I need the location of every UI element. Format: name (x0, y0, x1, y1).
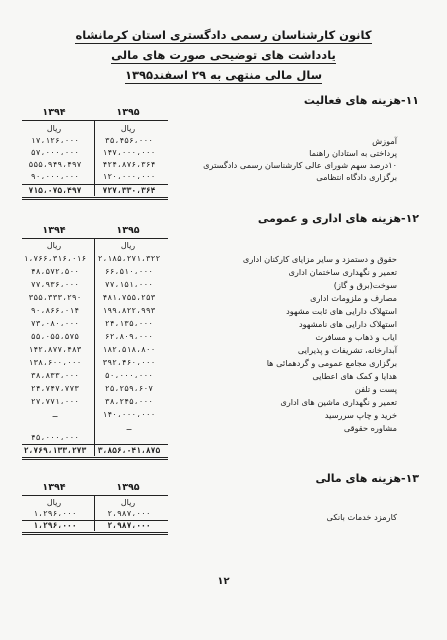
total-rule (22, 184, 168, 185)
total-1395: ۷۲۷،۳۳۰،۳۶۴ (102, 186, 156, 195)
value-1395: ۶۶،۵۱۰،۰۰۰ (104, 267, 154, 276)
value-1394: ۵۵،۰۵۵،۵۷۵ (30, 332, 80, 341)
section-title: ۱۳-هزینه های مالی (315, 472, 419, 485)
value-1395: ـ (126, 423, 132, 432)
section-title: ۱۱-هزینه های فعالیت (303, 94, 419, 107)
page-number: ۱۲ (217, 576, 230, 587)
total-1395: ۲،۹۸۷،۰۰۰ (107, 521, 151, 530)
row-label: مصارف و ملزومات اداری (310, 293, 397, 303)
double-underline (22, 532, 168, 533)
total-1394: ۷۱۵،۰۷۵،۴۹۷ (28, 186, 82, 195)
column-divider (94, 238, 95, 456)
row-label: کارمزد خدمات بانکی (326, 512, 397, 522)
double-underline (22, 199, 168, 200)
unit-label: ریال (46, 241, 62, 250)
column-header-1394: ۱۳۹۴ (42, 107, 66, 118)
fiscal-period: سال مالی منتهی به ۲۹ اسفند۱۳۹۵ (124, 68, 323, 82)
unit-label: ریال (120, 241, 136, 250)
unit-label: ریال (120, 498, 136, 507)
value-1395: ۶۲،۸۰۹،۰۰۰ (104, 332, 154, 341)
row-label: آبدارخانه، تشریفات و پذیرایی (297, 345, 397, 355)
value-1395: ۱۴۰،۰۰۰،۰۰۰ (102, 410, 156, 419)
unit-label: ریال (46, 124, 62, 133)
double-underline (22, 457, 168, 458)
double-underline (22, 459, 168, 460)
value-1394: ۱،۷۶۶،۳۱۶،۰۱۶ (23, 254, 87, 263)
value-1394: ۹۰،۸۶۶،۰۱۴ (30, 306, 80, 315)
header-rule (22, 495, 168, 496)
column-header-1395: ۱۳۹۵ (116, 225, 140, 236)
value-1394: ۱۷،۱۲۶،۰۰۰ (30, 136, 80, 145)
row-label: تعمیر و نگهداری ساختمان اداری (288, 267, 397, 277)
total-1394: ۲،۷۶۹،۱۳۳،۲۷۳ (23, 446, 87, 455)
value-1394: ۱۴۲،۸۷۷،۴۸۳ (28, 345, 82, 354)
column-header-1394: ۱۳۹۴ (42, 225, 66, 236)
value-1395: ۱۲۰،۰۰۰،۰۰۰ (102, 172, 156, 181)
value-1395: ۱۴۷،۰۰۰،۰۰۰ (102, 148, 156, 157)
unit-label: ریال (120, 124, 136, 133)
row-label: مشاوره حقوقی (343, 423, 397, 433)
total-1394: ۱،۲۹۶،۰۰۰ (33, 521, 77, 530)
row-label: حقوق و دستمزد و سایر مزایای کارکنان اداری (242, 254, 397, 264)
row-label: استهلاک دارایی های ثابت مشهود (286, 306, 397, 316)
value-1394: ۲۷،۷۷۱،۰۰۰ (30, 397, 80, 406)
value-1394: ۵۷،۰۰۰،۰۰۰ (30, 148, 80, 157)
header-rule (22, 120, 168, 121)
value-1395: ۴۲۴،۸۷۶،۳۶۴ (102, 160, 156, 169)
value-1395: ۳۸،۲۴۵،۰۰۰ (104, 397, 154, 406)
value-1395: ۷۷،۱۵۱،۰۰۰ (104, 280, 154, 289)
value-1394: ـ (52, 410, 58, 419)
row-label: خرید و چاپ سررسید (324, 410, 397, 420)
value-1394: ۱،۲۹۶،۰۰۰ (33, 509, 77, 518)
value-1394: ۴۸،۵۷۲،۵۰۰ (30, 267, 80, 276)
value-1394: ۴۵،۰۰۰،۰۰۰ (30, 433, 80, 442)
value-1395: ۳۹۲،۴۶۰،۰۰۰ (102, 358, 156, 367)
value-1395: ۱۹۹،۸۲۲،۹۹۳ (102, 306, 156, 315)
row-label: هدایا و کمک های اعطایی (312, 371, 397, 381)
row-label: پست و تلفن (354, 384, 397, 394)
row-label: ایاب و ذهاب و مسافرت (315, 332, 397, 342)
double-underline (22, 534, 168, 535)
value-1395: ۲۴،۱۳۵،۰۰۰ (104, 319, 154, 328)
value-1394: ۷۳،۰۸۰،۰۰۰ (30, 319, 80, 328)
value-1395: ۲۵،۲۵۹،۶۰۷ (104, 384, 154, 393)
header-rule (22, 238, 168, 239)
double-underline (22, 197, 168, 198)
column-header-1395: ۱۳۹۵ (116, 107, 140, 118)
total-rule (22, 444, 168, 445)
value-1395: ۲،۹۸۷،۰۰۰ (107, 509, 151, 518)
column-header-1395: ۱۳۹۵ (116, 482, 140, 493)
row-label: برگزاری مجامع عمومی و گردهمائی ها (266, 358, 397, 368)
row-label: استهلاک دارایی های نامشهود (299, 319, 397, 329)
value-1395: ۵۰،۰۰۰،۰۰۰ (104, 371, 154, 380)
value-1394: ۷۷،۹۳۶،۰۰۰ (30, 280, 80, 289)
unit-label: ریال (46, 498, 62, 507)
row-label: پرداختی به استادان راهنما (309, 148, 397, 158)
column-header-1394: ۱۳۹۴ (42, 482, 66, 493)
value-1395: ۳۵،۴۵۶،۰۰۰ (104, 136, 154, 145)
value-1394: ۹۰،۰۰۰،۰۰۰ (30, 172, 80, 181)
value-1395: ۲،۱۸۵،۲۷۱،۳۲۲ (97, 254, 161, 263)
value-1395: ۱۸۲،۵۱۸،۸۰۰ (102, 345, 156, 354)
organization-title: کانون کارشناسان رسمی دادگستری استان کرمانشاه (75, 28, 372, 42)
row-label: برگزاری دادگاه انتظامی (316, 172, 397, 182)
row-label: آموزش (372, 136, 397, 146)
value-1394: ۳۵۵،۳۳۳،۲۹۰ (28, 293, 82, 302)
row-label: سوخت(برق و گاز) (333, 280, 397, 290)
value-1395: ۴۸۱،۷۵۵،۲۵۳ (102, 293, 156, 302)
value-1394: ۱۳۸،۶۰۰،۰۰۰ (28, 358, 82, 367)
row-label: تعمیر و نگهداری ماشین های اداری (280, 397, 397, 407)
value-1394: ۵۵۵،۹۴۹،۴۹۷ (28, 160, 82, 169)
value-1394: ۳۸،۸۳۳،۰۰۰ (30, 371, 80, 380)
report-title: یادداشت های توضیحی صورت های مالی (111, 48, 336, 62)
value-1394: ۲۴،۷۴۷،۷۷۳ (30, 384, 80, 393)
total-1395: ۳،۸۵۶،۰۴۱،۸۷۵ (97, 446, 161, 455)
column-divider (94, 495, 95, 531)
section-title: ۱۲-هزینه های اداری و عمومی (257, 212, 419, 225)
row-label: ۱۰درصد سهم شورای عالی کارشناسان رسمی دادگستری (203, 160, 397, 170)
